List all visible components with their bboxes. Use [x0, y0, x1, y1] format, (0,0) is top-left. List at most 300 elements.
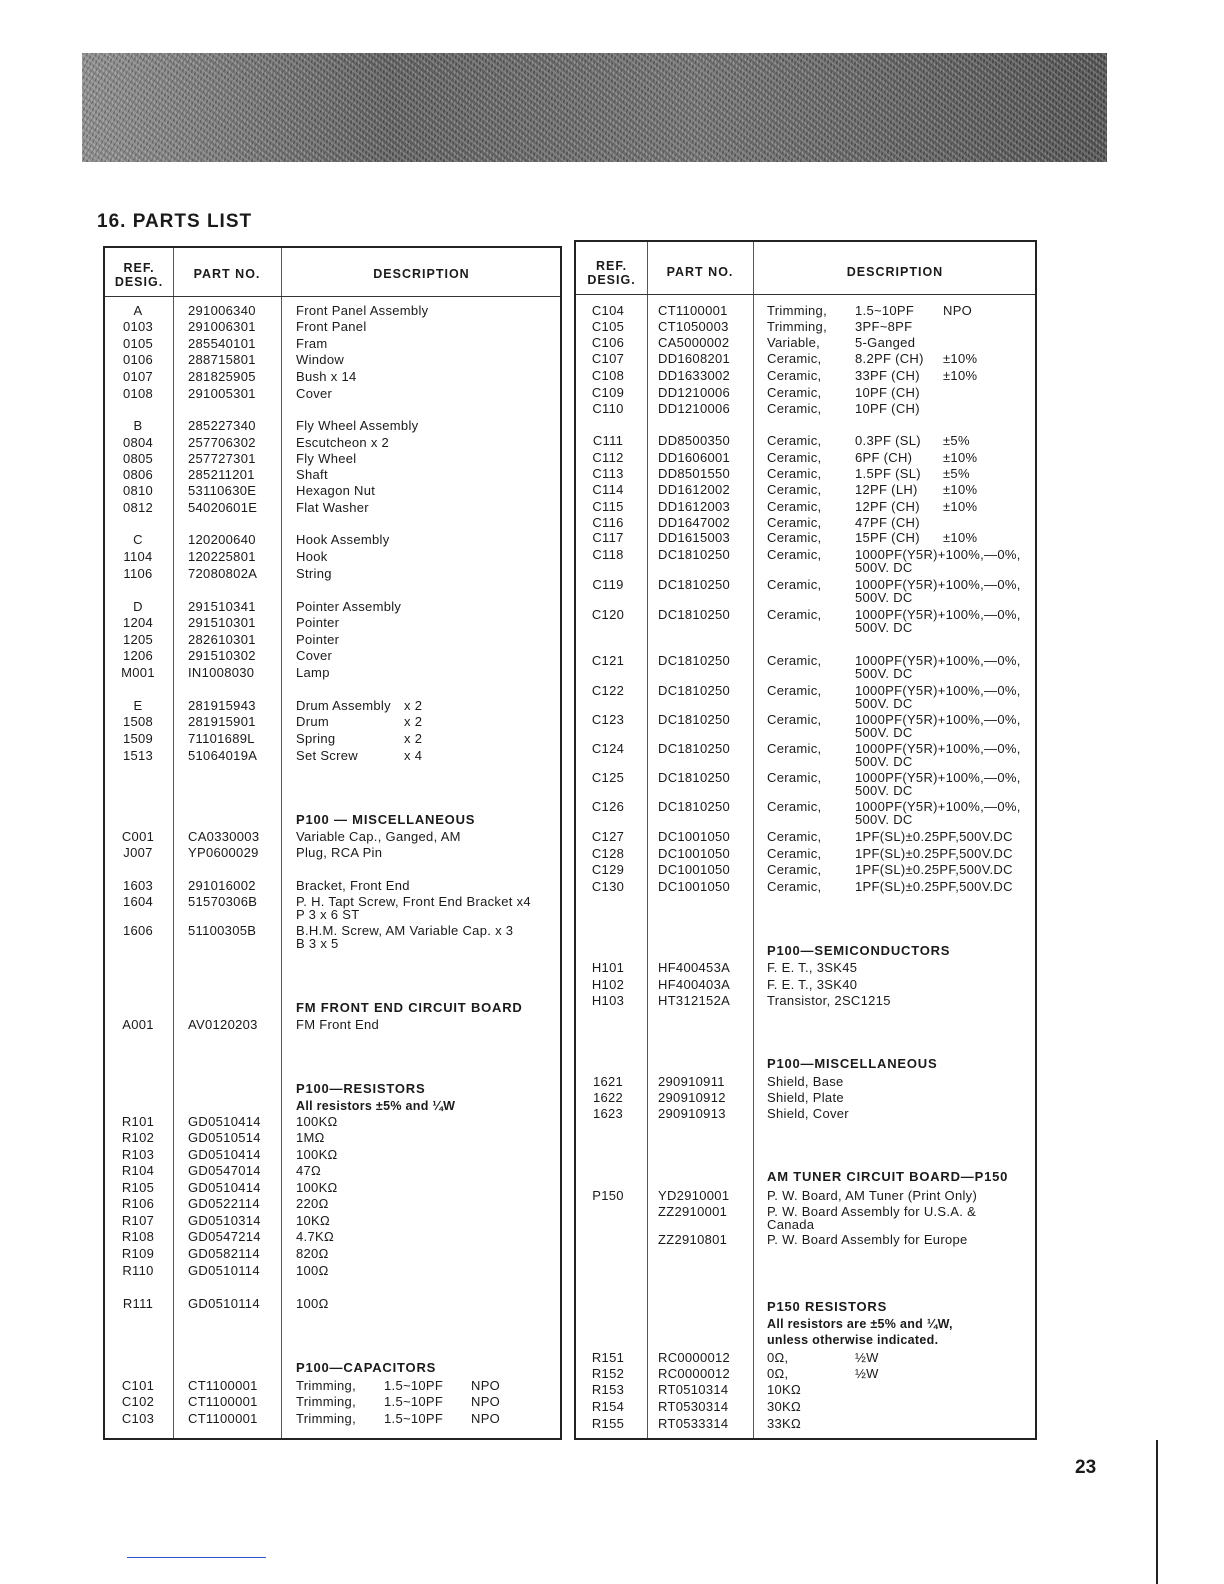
description: 30KΩ	[767, 1399, 802, 1414]
part-number: 291006340	[188, 303, 256, 318]
description: Ceramic,	[767, 351, 822, 366]
ref-designator: 0108	[122, 386, 154, 401]
ref-designator: 0804	[122, 435, 154, 450]
part-number: GD0510114	[188, 1296, 260, 1311]
part-number: HT312152A	[658, 993, 731, 1008]
ref-designator: H102	[591, 977, 625, 992]
part-number: HF400403A	[658, 977, 731, 992]
description: 100KΩ	[296, 1114, 338, 1129]
value: 1000PF(Y5R)+100%,—0%,	[855, 770, 1021, 785]
ref-designator: M001	[121, 665, 155, 680]
value: 1.5~10PF	[384, 1378, 444, 1393]
ref-designator: 0812	[122, 500, 154, 515]
value-line2: 500V. DC	[855, 560, 913, 575]
part-number: RT0533314	[658, 1416, 729, 1431]
value: ½W	[855, 1350, 879, 1365]
ref-designator: C125	[591, 770, 625, 785]
description: 10KΩ	[296, 1213, 331, 1228]
ref-designator: R103	[121, 1147, 155, 1162]
part-number: 290910913	[658, 1106, 726, 1121]
ref-designator: D	[133, 599, 143, 614]
ref-designator: R105	[121, 1180, 155, 1195]
tolerance: ±10%	[943, 351, 978, 366]
description: Front Panel Assembly	[296, 303, 429, 318]
ref-designator: C119	[592, 577, 624, 592]
part-number: DD1615003	[658, 530, 731, 545]
quantity: x 4	[404, 748, 423, 763]
ref-designator: R104	[121, 1163, 155, 1178]
description: Ceramic,	[767, 577, 822, 592]
description: Window	[296, 352, 345, 367]
part-number: CT1100001	[188, 1411, 258, 1426]
ref-designator: C107	[591, 351, 625, 366]
part-number: CA0330003	[188, 829, 260, 844]
value: 1000PF(Y5R)+100%,—0%,	[855, 607, 1021, 622]
tolerance: ±10%	[943, 368, 978, 383]
description: Ceramic,	[767, 879, 822, 894]
header-part-no: PART NO.	[193, 267, 261, 281]
description-line2: P 3 x 6 ST	[296, 907, 360, 922]
tolerance: NPO	[471, 1378, 501, 1393]
ref-designator: C124	[591, 741, 625, 756]
ref-designator: 1604	[122, 894, 154, 909]
part-number: 54020601E	[188, 500, 258, 515]
part-number: 281825905	[188, 369, 256, 384]
value-line2: 500V. DC	[855, 812, 913, 827]
ref-designator: 0106	[122, 352, 154, 367]
ref-designator: R107	[121, 1213, 155, 1228]
part-number: DC1810250	[658, 547, 731, 562]
part-number: 291510301	[188, 615, 256, 630]
description: Drum	[296, 714, 329, 729]
ref-designator: 0103	[122, 319, 154, 334]
part-number: GD0510414	[188, 1180, 261, 1195]
ref-designator: J007	[123, 845, 153, 860]
description: 47Ω	[296, 1163, 322, 1178]
page-edge-line	[1156, 1440, 1158, 1584]
description: Shaft	[296, 467, 328, 482]
header-banner	[82, 53, 1107, 162]
description: Ceramic,	[767, 547, 822, 562]
description-line2: B 3 x 5	[296, 936, 339, 951]
description: Ceramic,	[767, 499, 822, 514]
column-divider	[647, 242, 648, 1438]
description: P. W. Board, AM Tuner (Print Only)	[767, 1188, 978, 1203]
description: Ceramic,	[767, 515, 822, 530]
part-number: DD1612002	[658, 482, 731, 497]
part-number: 281915901	[188, 714, 256, 729]
description: Ceramic,	[767, 770, 822, 785]
ref-designator: R153	[591, 1382, 625, 1397]
description: Bracket, Front End	[296, 878, 410, 893]
value: 1.5~10PF	[384, 1394, 444, 1409]
part-number: YD2910001	[658, 1188, 730, 1203]
description: Ceramic,	[767, 653, 822, 668]
description: Fly Wheel Assembly	[296, 418, 419, 433]
tolerance: NPO	[471, 1394, 501, 1409]
description-line2: Canada	[767, 1217, 815, 1232]
part-number: ZZ2910801	[658, 1232, 728, 1247]
description: Ceramic,	[767, 712, 822, 727]
ref-designator: C001	[121, 829, 155, 844]
description: P. H. Tapt Screw, Front End Bracket x4	[296, 894, 531, 909]
ref-designator: C104	[591, 303, 625, 318]
description: Fram	[296, 336, 328, 351]
ref-designator: C108	[591, 368, 625, 383]
part-number: 290910911	[658, 1074, 725, 1089]
ref-designator: P150	[592, 1188, 624, 1203]
ref-designator: 1606	[122, 923, 154, 938]
value: 1000PF(Y5R)+100%,—0%,	[855, 712, 1021, 727]
description: F. E. T., 3SK45	[767, 960, 858, 975]
ref-designator: C126	[591, 799, 625, 814]
ref-designator: C110	[592, 401, 624, 416]
description: Ceramic,	[767, 846, 822, 861]
value: 12PF (CH)	[855, 499, 920, 514]
value: ½W	[855, 1366, 879, 1381]
value-line2: 500V. DC	[855, 696, 913, 711]
description: Lamp	[296, 665, 330, 680]
description: Hexagon Nut	[296, 483, 376, 498]
header-description: DESCRIPTION	[846, 265, 944, 279]
value: 6PF (CH)	[855, 450, 913, 465]
tolerance: ±10%	[943, 530, 978, 545]
part-number: GD0510514	[188, 1130, 261, 1145]
description: Shield, Plate	[767, 1090, 844, 1105]
description: Ceramic,	[767, 368, 822, 383]
part-number: DC1001050	[658, 829, 731, 844]
ref-designator: C117	[592, 530, 624, 545]
part-number: 285227340	[188, 418, 256, 433]
value: 1.5~10PF	[855, 303, 915, 318]
part-number: DD8500350	[658, 433, 731, 448]
section-note: unless otherwise indicated.	[767, 1333, 939, 1347]
ref-designator: 0805	[122, 451, 154, 466]
ref-designator: A001	[122, 1017, 154, 1032]
description: Escutcheon x 2	[296, 435, 390, 450]
part-number: GD0510414	[188, 1147, 261, 1162]
ref-designator: B	[133, 418, 143, 433]
section-heading: P100—SEMICONDUCTORS	[767, 943, 951, 958]
value-line2: 500V. DC	[855, 590, 913, 605]
ref-designator: 1204	[122, 615, 154, 630]
ref-designator: C101	[121, 1378, 155, 1393]
ref-designator: 1621	[592, 1074, 624, 1089]
part-number: DD1606001	[658, 450, 731, 465]
part-number: GD0582114	[188, 1246, 260, 1261]
column-divider	[281, 248, 282, 1438]
tolerance: NPO	[943, 303, 973, 318]
ref-designator: 1623	[592, 1106, 624, 1121]
value: 1000PF(Y5R)+100%,—0%,	[855, 799, 1021, 814]
description: 100Ω	[296, 1296, 329, 1311]
description: Trimming,	[296, 1411, 356, 1426]
part-number: 257727301	[188, 451, 256, 466]
part-number: 71101689L	[188, 731, 255, 746]
value: 12PF (LH)	[855, 482, 918, 497]
ref-designator: C130	[591, 879, 625, 894]
description: Set Screw	[296, 748, 358, 763]
link-underline	[127, 1557, 266, 1558]
description: Ceramic,	[767, 829, 822, 844]
part-number: DD1608201	[658, 351, 731, 366]
part-number: DD1612003	[658, 499, 731, 514]
ref-designator: C113	[592, 466, 624, 481]
ref-designator: C115	[592, 499, 624, 514]
ref-designator: C122	[591, 683, 625, 698]
part-number: DC1001050	[658, 862, 731, 877]
ref-designator: C127	[591, 829, 625, 844]
section-title: 16. PARTS LIST	[97, 211, 253, 232]
value-line2: 500V. DC	[855, 725, 913, 740]
part-number: DC1810250	[658, 683, 731, 698]
value: 1000PF(Y5R)+100%,—0%,	[855, 547, 1021, 562]
value: 10PF (CH)	[855, 401, 920, 416]
part-number: GD0547214	[188, 1229, 261, 1244]
quantity: x 2	[404, 731, 423, 746]
description: Trimming,	[767, 303, 827, 318]
ref-designator: C106	[591, 335, 625, 350]
description: 100KΩ	[296, 1180, 338, 1195]
ref-designator: 1509	[122, 731, 154, 746]
value: 1000PF(Y5R)+100%,—0%,	[855, 683, 1021, 698]
description: Ceramic,	[767, 450, 822, 465]
ref-designator: 1206	[122, 648, 154, 663]
description: Pointer	[296, 615, 340, 630]
value: 1000PF(Y5R)+100%,—0%,	[855, 741, 1021, 756]
description: 4.7KΩ	[296, 1229, 334, 1244]
ref-designator: R108	[121, 1229, 155, 1244]
part-number: GD0510314	[188, 1213, 261, 1228]
part-number: DD1647002	[658, 515, 731, 530]
description: Ceramic,	[767, 862, 822, 877]
description: 10KΩ	[767, 1382, 802, 1397]
description: Pointer Assembly	[296, 599, 402, 614]
part-number: ZZ2910001	[658, 1204, 728, 1219]
column-divider	[173, 248, 174, 1438]
part-number: CT1100001	[188, 1378, 258, 1393]
header-ref-desig: REF. DESIG.	[587, 259, 636, 287]
ref-designator: R102	[121, 1130, 155, 1145]
value: 3PF~8PF	[855, 319, 913, 334]
part-number: 257706302	[188, 435, 256, 450]
description: Shield, Base	[767, 1074, 844, 1089]
part-number: DC1810250	[658, 577, 731, 592]
part-number: 291510302	[188, 648, 256, 663]
description: Ceramic,	[767, 433, 822, 448]
description: 100Ω	[296, 1263, 329, 1278]
value-line2: 500V. DC	[855, 754, 913, 769]
part-number: DC1810250	[658, 607, 731, 622]
tolerance: ±10%	[943, 450, 978, 465]
description: 100KΩ	[296, 1147, 338, 1162]
description: String	[296, 566, 332, 581]
value: 1PF(SL)±0.25PF,500V.DC	[855, 846, 1013, 861]
part-number: RC0000012	[658, 1350, 731, 1365]
ref-designator: E	[133, 698, 143, 713]
value: 33PF (CH)	[855, 368, 920, 383]
ref-designator: 0806	[122, 467, 154, 482]
description: 820Ω	[296, 1246, 329, 1261]
description: Cover	[296, 386, 333, 401]
description: Transistor, 2SC1215	[767, 993, 891, 1008]
ref-designator: 1603	[122, 878, 154, 893]
page-number: 23	[1075, 1457, 1097, 1478]
part-number: DC1810250	[658, 770, 731, 785]
value: 8.2PF (CH)	[855, 351, 924, 366]
ref-designator: C109	[591, 385, 625, 400]
ref-designator: C103	[121, 1411, 155, 1426]
part-number: 51100305B	[188, 923, 257, 938]
ref-designator: C116	[592, 515, 624, 530]
tolerance: ±10%	[943, 482, 978, 497]
part-number: DD8501550	[658, 466, 731, 481]
section-note: All resistors ±5% and ¼W	[296, 1099, 456, 1113]
part-number: 51570306B	[188, 894, 258, 909]
tolerance: NPO	[471, 1411, 501, 1426]
tolerance: ±10%	[943, 499, 978, 514]
part-number: CT1050003	[658, 319, 729, 334]
ref-designator: C129	[591, 862, 625, 877]
ref-designator: C112	[592, 450, 624, 465]
part-number: CT1100001	[188, 1394, 258, 1409]
section-heading: P100—CAPACITORS	[296, 1360, 437, 1375]
part-number: DD1210006	[658, 385, 731, 400]
part-number: 120200640	[188, 532, 256, 547]
description: 0Ω,	[767, 1366, 789, 1381]
part-number: HF400453A	[658, 960, 731, 975]
part-number: 282610301	[188, 632, 256, 647]
part-number: RT0530314	[658, 1399, 729, 1414]
description: 0Ω,	[767, 1350, 789, 1365]
value: 5-Ganged	[855, 335, 916, 350]
description: 1MΩ	[296, 1130, 325, 1145]
description: Ceramic,	[767, 466, 822, 481]
section-heading: AM TUNER CIRCUIT BOARD—P150	[767, 1169, 1009, 1184]
ref-designator: R101	[121, 1114, 155, 1129]
section-note: All resistors are ±5% and ¼W,	[767, 1317, 953, 1331]
description: P. W. Board Assembly for Europe	[767, 1232, 968, 1247]
part-number: DC1001050	[658, 879, 731, 894]
section-heading: P100 — MISCELLANEOUS	[296, 812, 476, 827]
ref-designator: R155	[591, 1416, 625, 1431]
header-divider	[576, 294, 1035, 295]
description: Ceramic,	[767, 799, 822, 814]
ref-designator: H103	[591, 993, 625, 1008]
value: 1PF(SL)±0.25PF,500V.DC	[855, 879, 1013, 894]
value: 1PF(SL)±0.25PF,500V.DC	[855, 862, 1013, 877]
part-number: 285540101	[188, 336, 256, 351]
value-line2: 500V. DC	[855, 620, 913, 635]
part-number: 291510341	[188, 599, 256, 614]
description: Trimming,	[767, 319, 827, 334]
description: Ceramic,	[767, 482, 822, 497]
header-ref-desig: REF. DESIG.	[114, 261, 164, 289]
part-number: AV0120203	[188, 1017, 258, 1032]
description: Spring	[296, 731, 336, 746]
description: Ceramic,	[767, 741, 822, 756]
section-heading: P100—RESISTORS	[296, 1081, 426, 1096]
ref-designator: R111	[122, 1296, 154, 1311]
ref-designator: R110	[122, 1263, 154, 1278]
ref-designator: C123	[591, 712, 625, 727]
ref-designator: 1106	[123, 566, 153, 581]
description: Trimming,	[296, 1394, 356, 1409]
part-number: CT1100001	[658, 303, 728, 318]
description: Ceramic,	[767, 401, 822, 416]
section-heading: FM FRONT END CIRCUIT BOARD	[296, 1000, 523, 1015]
part-number: DC1810250	[658, 799, 731, 814]
part-number: 288715801	[188, 352, 256, 367]
value: 1PF(SL)±0.25PF,500V.DC	[855, 829, 1013, 844]
ref-designator: R151	[591, 1350, 625, 1365]
quantity: x 2	[404, 698, 423, 713]
part-number: GD0522114	[188, 1196, 260, 1211]
description: Hook Assembly	[296, 532, 390, 547]
ref-designator: R152	[591, 1366, 625, 1381]
part-number: DD1210006	[658, 401, 731, 416]
part-number: 120225801	[188, 549, 256, 564]
description: Variable,	[767, 335, 821, 350]
ref-designator: C120	[591, 607, 625, 622]
value: 10PF (CH)	[855, 385, 920, 400]
description: Ceramic,	[767, 385, 822, 400]
description: Front Panel	[296, 319, 367, 334]
ref-designator: C111	[592, 433, 624, 448]
ref-designator: 0107	[122, 369, 154, 384]
ref-designator: C	[133, 532, 143, 547]
part-number: 291006301	[188, 319, 256, 334]
description: 220Ω	[296, 1196, 329, 1211]
description: Trimming,	[296, 1378, 356, 1393]
part-number: 290910912	[658, 1090, 726, 1105]
ref-designator: R154	[591, 1399, 625, 1414]
part-number: RT0510314	[658, 1382, 729, 1397]
part-number: 285211201	[188, 467, 255, 482]
ref-designator: 1622	[592, 1090, 624, 1105]
description: Fly Wheel	[296, 451, 357, 466]
part-number: RC0000012	[658, 1366, 731, 1381]
part-number: DC1810250	[658, 712, 731, 727]
description: Flat Washer	[296, 500, 369, 515]
part-number: DC1001050	[658, 846, 731, 861]
description: FM Front End	[296, 1017, 380, 1032]
description: Ceramic,	[767, 607, 822, 622]
value: 1000PF(Y5R)+100%,—0%,	[855, 653, 1021, 668]
value: 1.5~10PF	[384, 1411, 444, 1426]
description: Drum Assembly	[296, 698, 391, 713]
part-number: 53110630E	[188, 483, 257, 498]
part-number: 281915943	[188, 698, 256, 713]
part-number: CA5000002	[658, 335, 730, 350]
value: 1000PF(Y5R)+100%,—0%,	[855, 577, 1021, 592]
ref-designator: 1205	[122, 632, 154, 647]
header-divider	[105, 296, 560, 297]
ref-designator: C114	[592, 482, 624, 497]
ref-designator: 0105	[122, 336, 154, 351]
ref-designator: R109	[121, 1246, 155, 1261]
part-number: YP0600029	[188, 845, 259, 860]
ref-designator: R106	[121, 1196, 155, 1211]
ref-designator: C121	[591, 653, 625, 668]
part-number: DD1633002	[658, 368, 731, 383]
ref-designator: A	[133, 303, 143, 318]
description: P. W. Board Assembly for U.S.A. &	[767, 1204, 977, 1219]
header-description: DESCRIPTION	[373, 267, 470, 281]
part-number: 72080802A	[188, 566, 258, 581]
ref-designator: 0810	[122, 483, 154, 498]
ref-designator: C105	[591, 319, 625, 334]
